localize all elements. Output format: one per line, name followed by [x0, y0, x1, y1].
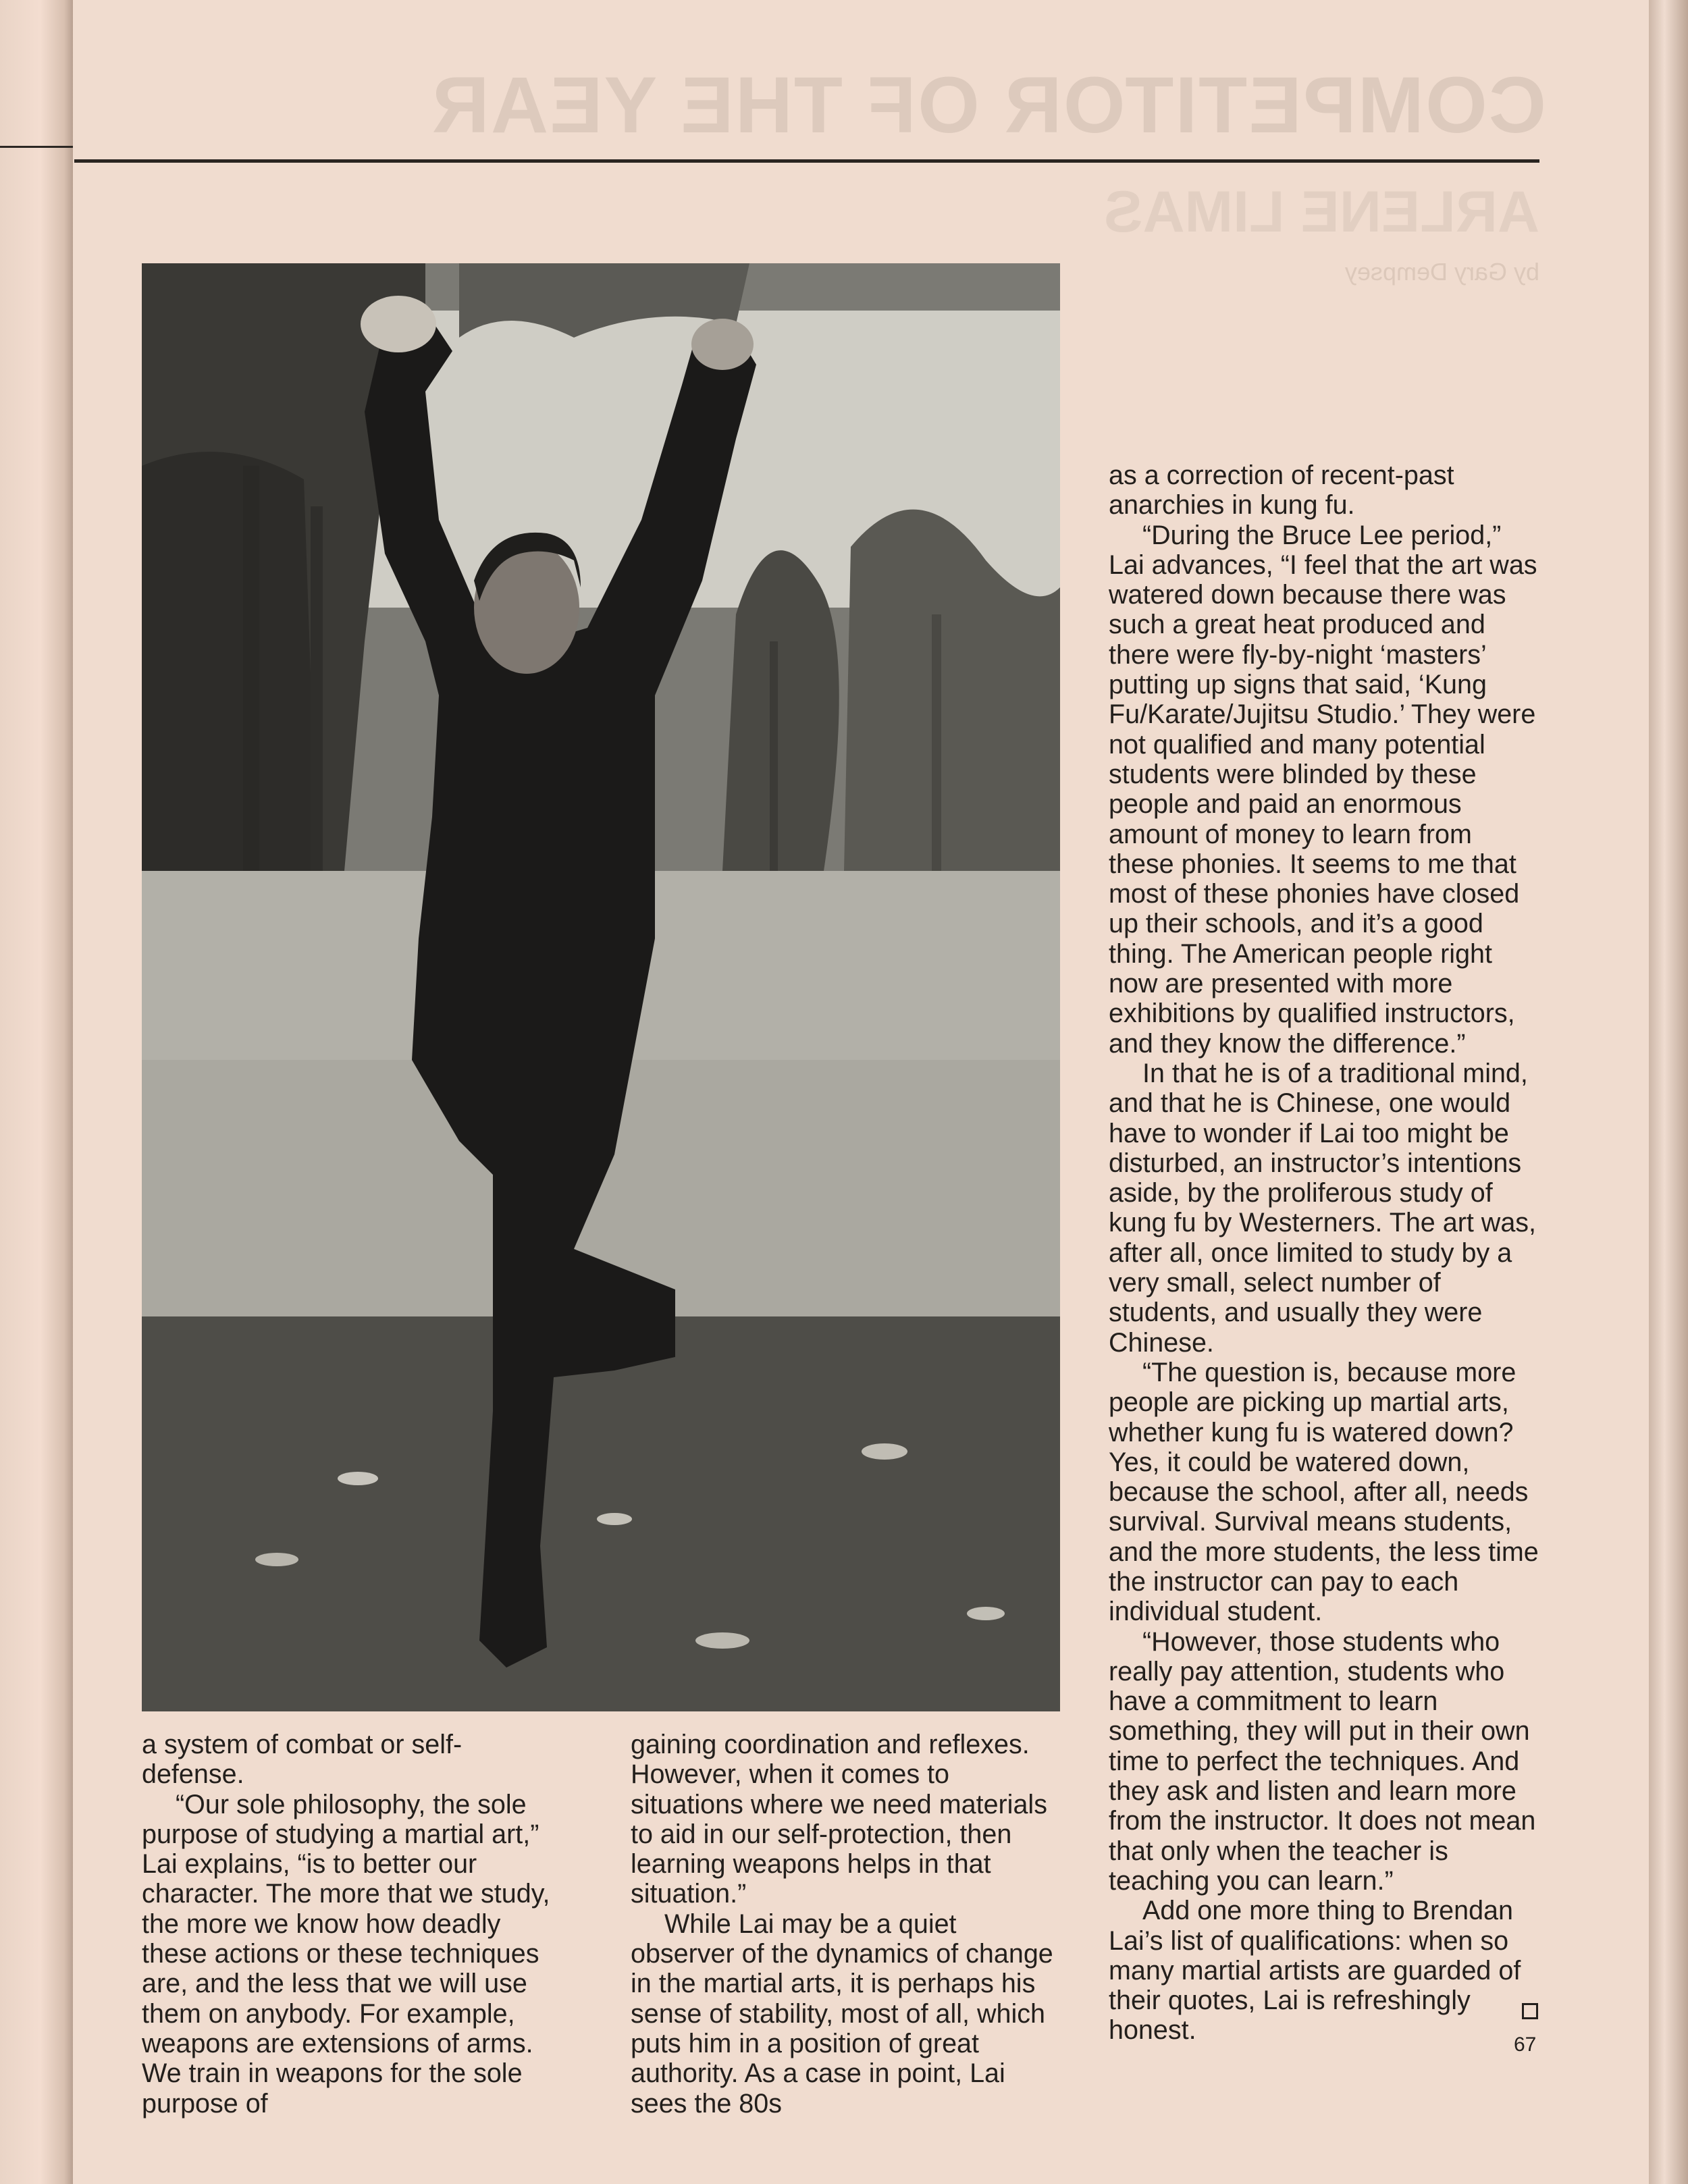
photo-illustration [142, 263, 1060, 1711]
paragraph: gaining coordination and reflexes. However, when it comes to situations where we need materials to aid in our self-protection, then learning weapons helps in that situation.” [631, 1730, 1047, 1909]
end-of-article-icon [1522, 2003, 1538, 2019]
paragraph: Add one more thing to Brendan Lai’s list of qualifications: when so many martial artists are guarded of their quotes, Lai is refreshingly honest. [1109, 1896, 1521, 2046]
paragraph: In that he is of a traditional mind, and that he is Chinese, one would have to wonder if Lai too might be disturbed, an instructor’s intentions aside, by the proliferous study of kung fu by Westerners. The art was, after all, once limited to study by a very small, select number of students, and usually they were Chinese. [1109, 1058, 1537, 1358]
text-column-left [142, 1730, 554, 2119]
paragraph: a system of combat or self-defense. [142, 1730, 463, 1790]
right-page-edge [1649, 0, 1688, 2184]
show-through-name: ARLENE LIMAS [1104, 180, 1539, 244]
left-page-edge [0, 0, 73, 2184]
text-column-middle [631, 1730, 1063, 2119]
martial-artist-photo [142, 263, 1060, 1711]
paragraph: “Our sole philosophy, the sole purpose of studying a martial art,” Lai explains, “is to better our character. The more that we study, the more we know how deadly these actions or these techniques are, and the less that we will use them on anybody. For example, weapons are extensions of arms. We train in weapons for the sole purpose of [142, 1789, 550, 2119]
page-number: 67 [1514, 2033, 1537, 2056]
paragraph: “During the Bruce Lee period,” Lai advances, “I feel that the art was watered down because there was such a great heat produced and there were fly-by-night ‘masters’ putting up signs that said, ‘Kung Fu/Karate/Jujitsu Studio.’ They were not qualified and many potential students were blinded by these people and paid an enormous amount of money to learn from these phonies. It seems to me that most of these phonies have closed up their schools, and it’s a good thing. The American people right now are presented with more exhibitions by qualified instructors, and they know the difference.” [1109, 520, 1537, 1059]
paragraph: as a correction of recent-past anarchies in kung fu. [1109, 460, 1454, 521]
text-column-right [1109, 460, 1541, 2046]
header-rule [74, 159, 1539, 163]
show-through-title: COMPETITOR OF THE YEAR [430, 61, 1546, 150]
facing-page-rule [0, 146, 73, 148]
show-through-byline: by Gary Dempsey [1344, 258, 1539, 286]
paragraph: “The question is, because more people are picking up martial arts, whether kung fu is watered down? Yes, it could be watered down, because the school, after all, needs survival. Survival means students, and the more students, the less time the instructor can pay to each individual student. [1109, 1357, 1539, 1627]
paragraph: “However, those students who really pay attention, students who have a commitment to learn something, they will put in their own time to perfect the techniques. And they ask and listen and learn more from the instructor. It does not mean that only when the teacher is teaching you can learn.” [1109, 1626, 1536, 1896]
paragraph: While Lai may be a quiet observer of the dynamics of change in the martial arts, it is perhaps his sense of stability, most of all, which puts him in a position of great authority. As a case in point, Lai sees the 80s [631, 1909, 1053, 2119]
